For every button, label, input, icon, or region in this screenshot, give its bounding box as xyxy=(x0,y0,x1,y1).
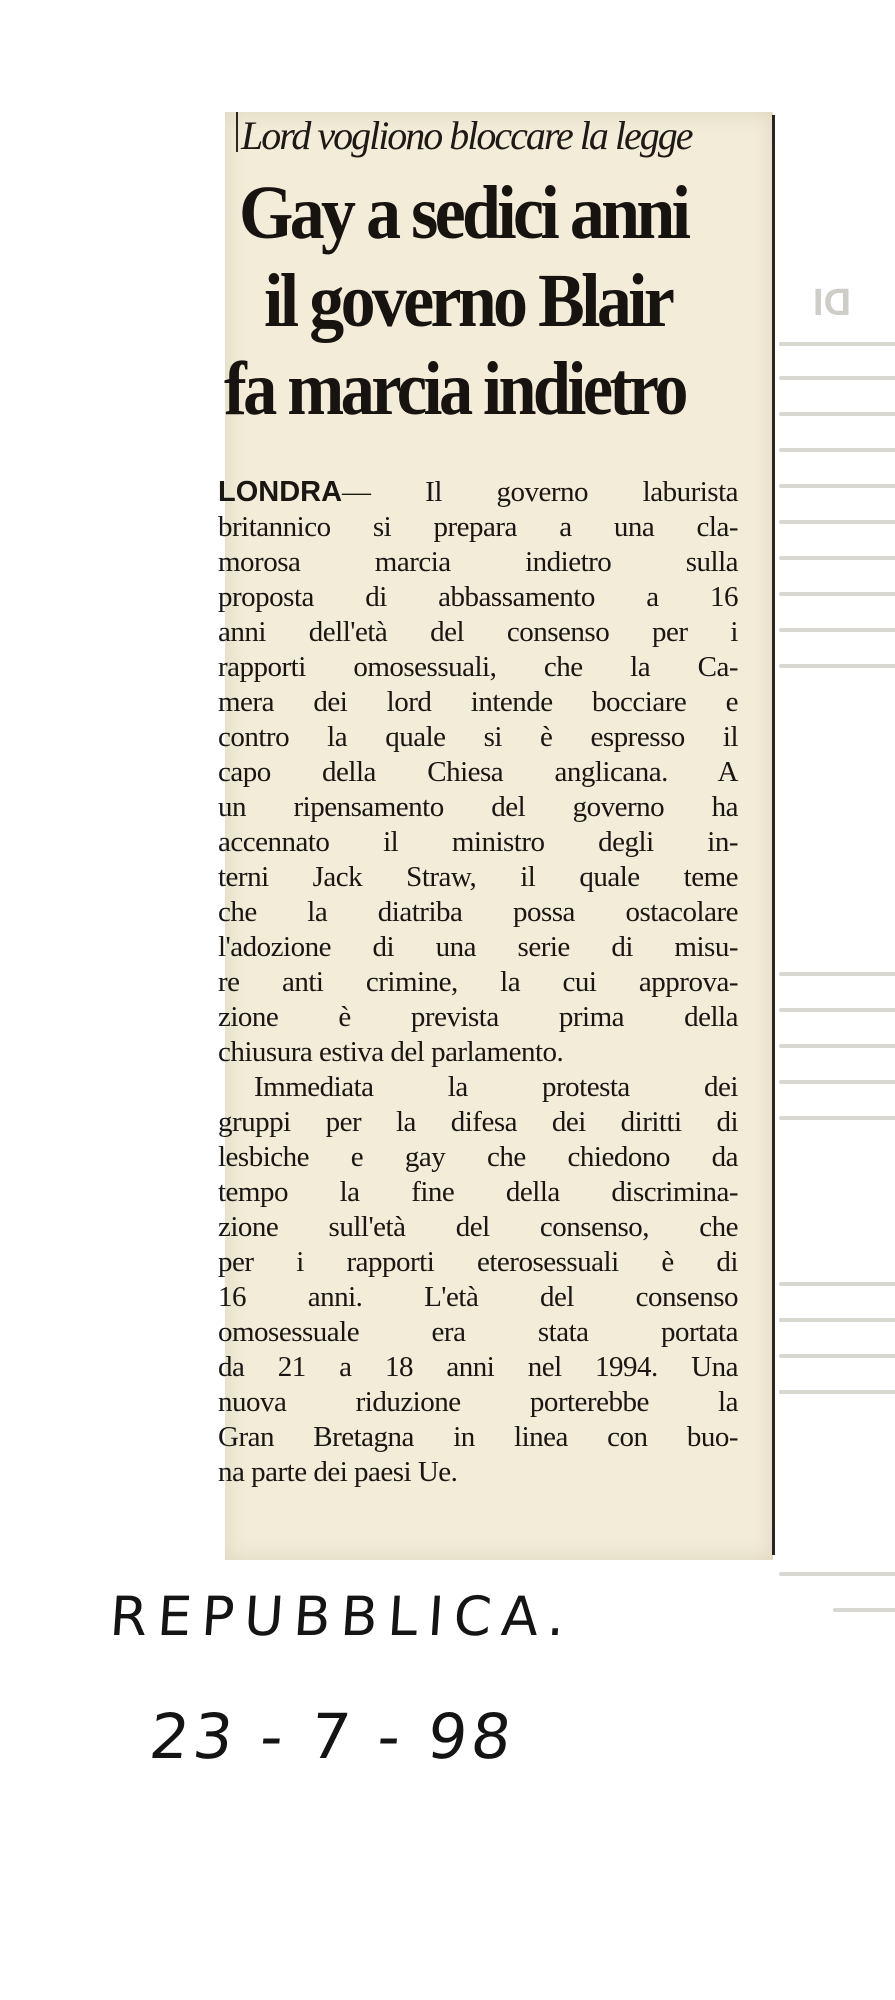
article-line: rapporti omosessuali, che la Ca- xyxy=(218,651,738,683)
headline-line: fa marcia indietro xyxy=(224,347,685,431)
headline-line: il governo Blair xyxy=(264,259,672,343)
article-line: chiusura estiva del parlamento. xyxy=(218,1036,564,1068)
article-line: che la diatriba possa ostacolare xyxy=(218,896,738,928)
article-line: Immediata la protesta dei xyxy=(254,1071,738,1103)
article-line: tempo la fine della discrimina- xyxy=(218,1176,738,1208)
bleed-title-decoration: DI xyxy=(813,282,851,324)
dateline: LONDRA xyxy=(218,476,343,508)
article-line: LONDRA— Il governo laburista xyxy=(218,476,738,508)
kicker-headline: Lord vogliono bloccare la legge xyxy=(241,113,692,158)
article-line: anni dell'età del consenso per i xyxy=(218,616,738,648)
article-line: proposta di abbassamento a 16 xyxy=(218,581,738,613)
article-line: l'adozione di una serie di misu- xyxy=(218,931,738,963)
clipping-edge-left xyxy=(236,112,238,152)
article-line: per i rapporti eterosessuali è di xyxy=(218,1246,738,1278)
article-line: britannico si prepara a una cla- xyxy=(218,511,738,543)
article-line: lesbiche e gay che chiedono da xyxy=(218,1141,738,1173)
headline-line: Gay a sedici anni xyxy=(239,171,688,255)
handwritten-source: REPUBBLICA. xyxy=(107,1585,577,1648)
article-line: na parte dei paesi Ue. xyxy=(218,1456,458,1488)
article-line: terni Jack Straw, il quale teme xyxy=(218,861,738,893)
clipping-edge-right xyxy=(772,115,775,1555)
article-line: mera dei lord intende bocciare e xyxy=(218,686,738,718)
article-line: morosa marcia indietro sulla xyxy=(218,546,738,578)
article-line: da 21 a 18 anni nel 1994. Una xyxy=(218,1351,738,1383)
article-line: Gran Bretagna in linea con buo- xyxy=(218,1421,738,1453)
article-line: un ripensamento del governo ha xyxy=(218,791,738,823)
article-line: zione è prevista prima della xyxy=(218,1001,738,1033)
handwritten-note xyxy=(107,1585,670,1785)
article-line: gruppi per la difesa dei diritti di xyxy=(218,1106,738,1138)
article-line: contro la quale si è espresso il xyxy=(218,721,738,753)
article-line: zione sull'età del consenso, che xyxy=(218,1211,738,1243)
article-line: nuova riduzione porterebbe la xyxy=(218,1386,738,1418)
reverse-side-bleed-through xyxy=(773,272,895,1652)
article-line: 16 anni. L'età del consenso xyxy=(218,1281,738,1313)
article-line: omosessuale era stata portata xyxy=(218,1316,738,1348)
article-line: re anti crimine, la cui approva- xyxy=(218,966,738,998)
article-line: capo della Chiesa anglicana. A xyxy=(218,756,738,788)
article-line: accennato il ministro degli in- xyxy=(218,826,738,858)
handwritten-date: 23 - 7 - 98 xyxy=(146,1700,519,1773)
